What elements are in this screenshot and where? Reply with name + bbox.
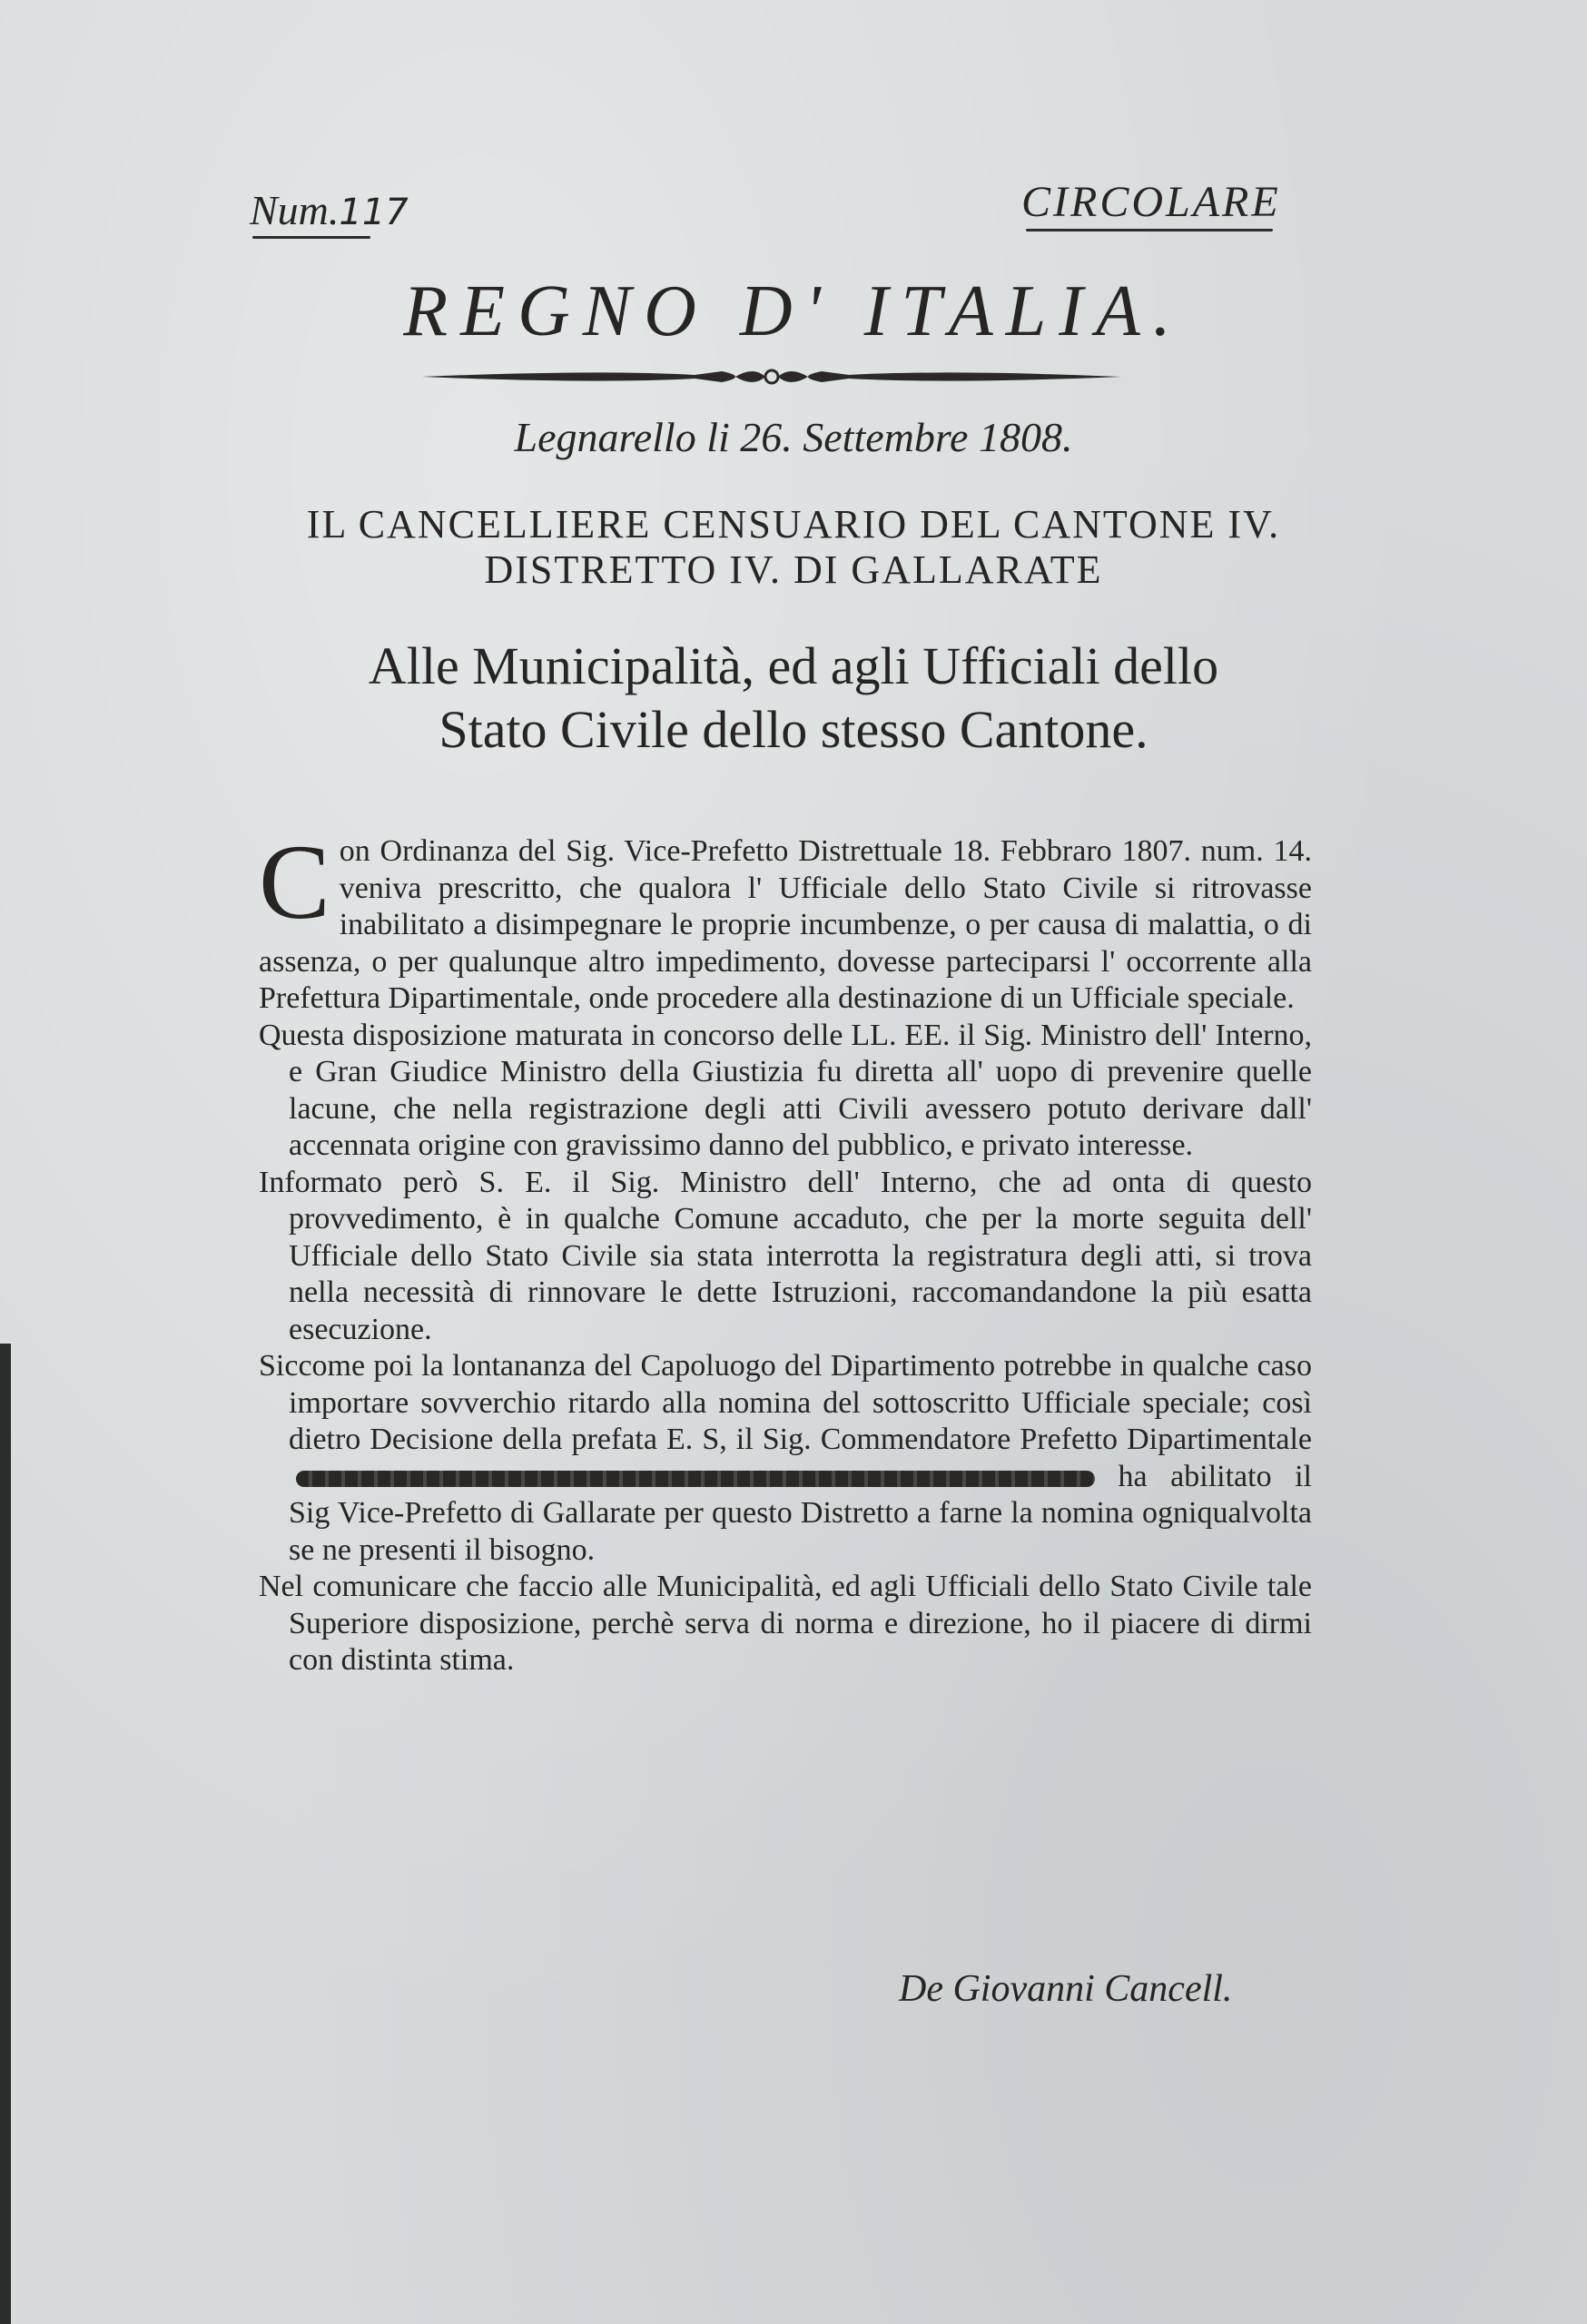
circolare-underline [1026,229,1273,231]
document-title: REGNO D' ITALIA. [403,271,1184,351]
paragraph-3: Informato però S. E. il Sig. Ministro dell' Interno, che ad onta di questo provvedimento, è in qualche Comune accaduto, che per la morte seguita dell' Ufficiale dello Stato Civile sia stata interrotta la registratura degli atti, si trova nella necessità di rinnovare le dette Istruzioni, raccomandandone la più esatta esecuzione. [259,1165,1312,1346]
signature: De Giovanni Cancell. [899,1968,1233,2010]
paragraph-2: Questa disposizione maturata in concorso delle LL. EE. il Sig. Ministro dell' Interno, e Gran Giudice Ministro della Giustizia fu diretta all' uopo di prevenire quelle lacune, che nella registrazione degli atti Civili avessero potuto derivare dall' accennata origine con gravissimo danno del pubblico, e privato interesse. [259,1018,1312,1162]
dateline: Legnarello li 26. Settembre 1808. [514,414,1073,460]
ornamental-rule [422,359,1121,395]
number-field [250,186,409,234]
circolare-heading: CIRCOLARE [1021,178,1281,226]
issuer-line-1: IL CANCELLIERE CENSUARIO DEL CANTONE IV. [306,502,1281,547]
paragraph-4-text-b: ha abilitato il Sig Vice-Prefetto di Gallarate per questo Distretto a farne la nomina ogniqualvolta se ne presenti il bisogno. [289,1459,1312,1567]
paragraph-5: Nel comunicare che faccio alle Municipalità, ed agli Ufficiali dello Stato Civile tale Superiore disposizione, perchè serva di norma e direzione, ho il piacere di dirmi con distinta stima. [259,1570,1312,1677]
struck-out-text [296,1471,1095,1487]
number-underline [252,236,370,239]
issuer-line-2: DISTRETTO IV. DI GALLARATE [484,547,1103,592]
addressee-line-2: Stato Civile dello stesso Cantone. [439,700,1148,759]
drop-cap: C [259,822,330,941]
number-label: Num. [250,187,340,233]
paragraph-4-text-a: Siccome poi la lontananza del Capoluogo del Dipartimento potrebbe in qualche caso importare sovverchio ritardo alla nomina del sottoscritto Ufficiale speciale; così dietro Decisione della prefata E. S, il Sig. Commendatore Prefetto Dipartimentale [259,1349,1312,1456]
paragraph-1 [259,822,1312,1018]
number-handwritten: 117 [339,192,409,233]
paragraph-1-text: on Ordinanza del Sig. Vice-Prefetto Distrettuale 18. Febbraro 1807. num. 14. veniva prescritto, che qualora l' Ufficiale dello Stato Civile si ritrovasse inabilitato a disimpegnare le proprie incumbenze, o per causa di malattia, o di assenza, o per qualunque altro impedimento, dovesse parteciparsi l' occorrente alla Prefettura Dipartimentale, onde procedere alla destinazione di un Ufficiale speciale. [259,834,1312,1015]
addressee-line-1: Alle Municipalità, ed agli Ufficiali dello [368,636,1219,695]
paragraph-4 [259,1348,1312,1569]
scan-edge-shadow [0,1344,11,2324]
circular-body [259,822,1312,1679]
